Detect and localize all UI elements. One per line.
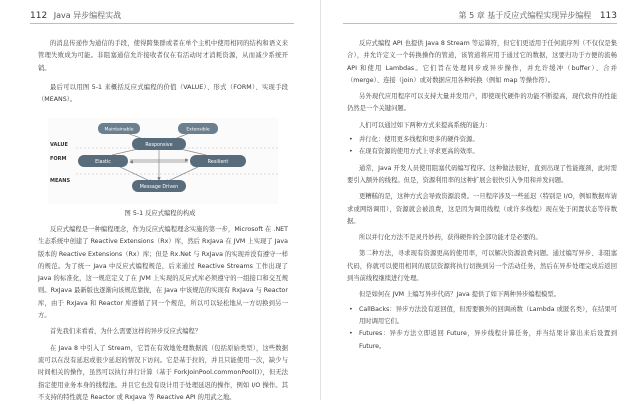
node-extensible-label: Extensible (186, 127, 210, 133)
right-paragraph: 更糟糕的是，这种方式会导致资源浪费。一旦程序涉及一些延迟（特别是 I/O，例如数据库请求或网络调用），资源就会被浪费，这是因为调用线程（或许多线程）现在处于闲置状态等待数据。 (347, 193, 617, 225)
row-label-means: MEANS (50, 178, 71, 184)
right-paragraph: 第二种方法，寻求现有资源更高的使用率，可以解决资源浪费问题。通过编写异步、非阻塞代码，你就可以使用相同的底层资源将执行切换到另一个活动任务，然后在异步处理完成后返回到当前线程继续进行处理。 (347, 250, 617, 283)
left-text-bottom (38, 224, 288, 404)
right-paragraph: 人们可以通过如下两种方式来提高系统的能力： (359, 121, 492, 129)
left-paragraph: 在 Java 8 中引入了 Stream，它旨在有效地处理数据流（包括原始类型），这些数据流可以在没有延迟或很少延迟的情况下访问。它是基于拉的，并且只能使用一次，缺少与时间相关的操作，虽然可以执行并行计算（基于 ForkJoinPool.commonPool()），但无法指定使用业务本身的线程池。并且它也没有设计用于处理延迟的操作，例如 I/O 操作。其不支持的特性就是 Reactor 或 RxJava 等 Reactive API 的用武之地。 (38, 344, 288, 401)
left-paragraph: 反应式编程是一种编程理念，作为反应式编程理念实施的第一步，Microsoft 在 .NET 生态系统中创建了 Reactive Extensions（Rx）库，然后 RxJava 在 JVM 上实现了 Java 版本的 Reactive Extensions（Rx）库；但是 Rx.Net 与 RxJava 的实现并没有遵守一样的规范。为了统一 Java 中反应式编程规范，后来通过 Reactive Streams 工作出现了 Java 的标准化，这一规范定义了在 JVM 上实现的反应式库必须遵守的一组接口和交互规则。RxJava 最新版也逐渐向该规范靠拢，在 Java 中该规范的实现有 RxJava 与 Reactor 库，由于 RxJava 和 Reactor 库遵循了同一个规范，所以可以轻松地从一方切换到另一方。 (38, 226, 288, 320)
figure-caption: 图 5-1 反应式编程的构成 (124, 210, 196, 217)
figure-5-1 (48, 118, 278, 204)
left-header-rule (30, 23, 294, 24)
left-paragraph: 首先我们来看看，为什么需要这样的异步反应式编程？ (50, 328, 202, 336)
left-running-title: Java 异步编程实战 (53, 11, 122, 20)
list-item: • 并行化：使用更多线程和更多的硬件资源。 (347, 134, 617, 146)
row-label-value: VALUE (50, 142, 68, 148)
list-item: • 在现有资源的使用方式上寻求更高的效率。 (347, 146, 617, 158)
right-paragraph: 所以并行化方法不是灵丹妙药，获得硬件的全部功能才是必要的。 (359, 234, 542, 242)
right-running-title: 第 5 章 基于反应式编程实现异步编程 (458, 11, 592, 20)
left-page-number: 112 (30, 11, 48, 21)
right-text (347, 38, 617, 355)
node-responsive-label: Responsive (145, 143, 173, 148)
right-header-rule (343, 23, 617, 24)
right-running-header (459, 10, 617, 21)
right-paragraph: 但是如何在 JVM 上编写异步代码？Java 提供了如下两种异步编程模型。 (359, 291, 560, 299)
node-maintainable-label: Maintainable (104, 127, 134, 133)
bullet-list (347, 134, 617, 159)
right-paragraph: 通常，Java 开发人员使用阻塞代码编写程序。这种做法很好，直到出现了性能瓶颈，此时需要引入额外的线程。但是，资源利用率的这种扩展会很快引入争用和并发问题。 (347, 164, 617, 184)
bullet-list (347, 304, 617, 353)
left-paragraph: 的消息传递作为通信的手段，使得跨集群或者在单个主机中使用相同的结构和语义来管理失败成为可能。非阻塞通信允许接收者仅在有活动时才消耗资源，从而减少系统开销。 (38, 40, 288, 72)
node-resilient-label: Resilient (207, 160, 229, 165)
right-paragraph: 反应式编程 API 也提供 Java 8 Stream 等运算符，但它们更适用于任何流序列（不仅仅是集合），并允许定义一个转换操作的管道，该管道将应用于通过它的数据，这要归功于方便的流畅 API 和使用 Lambdas。它们旨在处理同步或异步操作，并允许缓冲（buffer）、合并（merge）、连接（join）或对数据应用各种转换（例如 map 等操作符）。 (347, 40, 617, 84)
row-label-form: FORM (50, 156, 67, 162)
right-paragraph: 另外现代应用程序可以支持大量并发用户，即使现代硬件的功能不断提高，现代软件的性能仍然是一个关键问题。 (347, 93, 617, 113)
node-message-driven-label: Message Driven (139, 185, 179, 190)
right-page-number: 113 (599, 11, 617, 21)
reactive-diagram (48, 118, 278, 204)
left-page (0, 0, 320, 400)
list-item: • CallBacks：异步方法没有返回值，但需要额外的回调函数（Lambda 或匿名类），在结果可用时调用它们。 (347, 304, 617, 329)
node-elastic-label: Elastic (95, 160, 111, 165)
list-item: • Futures：异步方法立即返回 Future，异步线程计算任务，并当结果计算出来后设置到 Future。 (347, 328, 617, 353)
left-running-header (30, 10, 121, 21)
left-paragraph: 最后可以用图 5-1 来概括反应式编程的价值（VALUE）、形式（FORM）、实现手段（MEANS）。 (38, 83, 288, 104)
left-text-top (38, 38, 288, 106)
right-page (320, 0, 640, 400)
